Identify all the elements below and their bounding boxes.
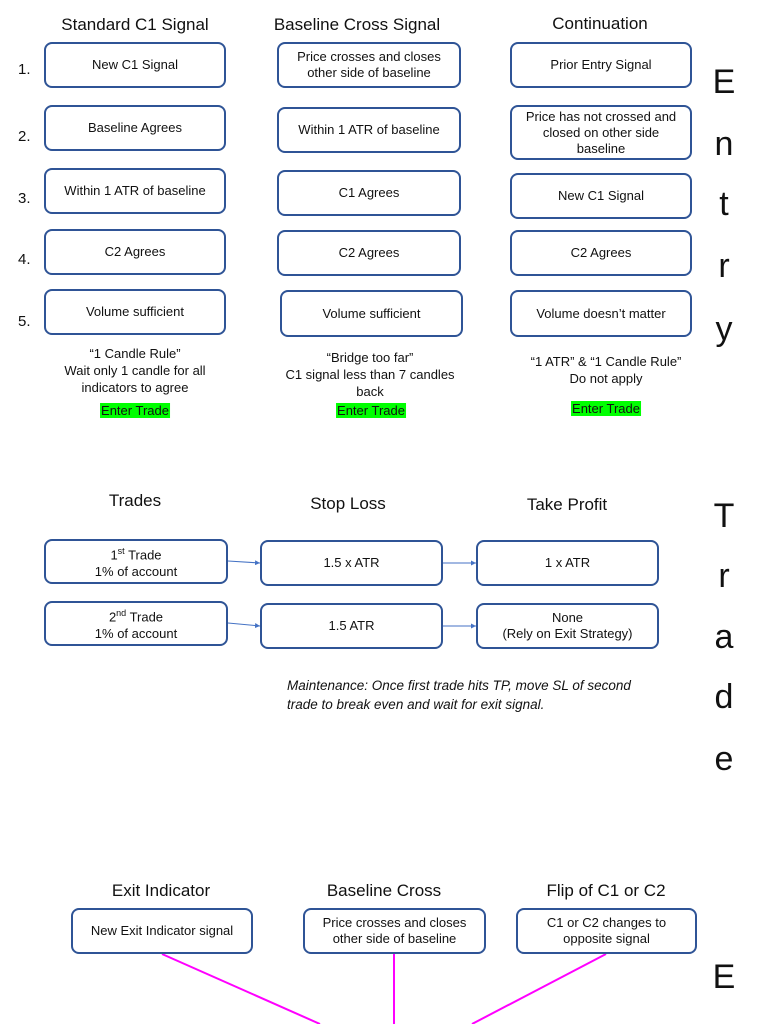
note-line: “1 ATR” & “1 Candle Rule” bbox=[530, 354, 682, 369]
step-number-2: 2. bbox=[18, 128, 31, 145]
entry-side-letter-e: E bbox=[712, 63, 736, 101]
note-line: “1 Candle Rule” bbox=[89, 346, 181, 361]
exit-header-baseline-cross: Baseline Cross bbox=[326, 881, 442, 900]
box-label: Prior Entry Signal bbox=[550, 57, 652, 72]
trade-number: 2 bbox=[108, 609, 117, 625]
trade-ordinal-suffix: nd bbox=[116, 608, 127, 619]
box-label: Baseline Agrees bbox=[88, 120, 182, 135]
box-label-line: baseline bbox=[576, 140, 626, 156]
exit-indicator-box bbox=[71, 908, 253, 954]
exit-baseline-cross-box bbox=[303, 908, 486, 954]
trade-side-letter-r: r bbox=[718, 557, 730, 595]
box-label: Volume sufficient bbox=[322, 305, 421, 321]
entry-header-standard-c1: Standard C1 Signal bbox=[61, 15, 209, 34]
box-label: Volume sufficient bbox=[85, 304, 185, 319]
exit-line-right bbox=[472, 954, 606, 1024]
step-number-3: 3. bbox=[18, 190, 31, 207]
maintenance-line: Maintenance: Once first trade hits TP, move SL of second bbox=[287, 678, 631, 693]
entry-side-letter-r: r bbox=[718, 247, 730, 285]
trade-side-letter-a: a bbox=[714, 618, 734, 656]
entry-side-letter-n: n bbox=[714, 125, 734, 163]
box-label-line: None bbox=[551, 610, 584, 625]
exit-line-left bbox=[162, 954, 320, 1024]
box-label: C1 Agrees bbox=[338, 185, 400, 200]
trade-risk: 1% of account bbox=[94, 563, 178, 579]
box-label-line: (Rely on Exit Strategy) bbox=[502, 626, 633, 641]
box-label: New C1 Signal bbox=[92, 57, 178, 72]
note-line: Wait only 1 candle for all bbox=[64, 363, 206, 378]
step-number-1: 1. bbox=[18, 61, 31, 78]
box-label: Within 1 ATR of baseline bbox=[298, 122, 440, 137]
trade-word: Trade bbox=[124, 547, 162, 563]
baseline-enter-trade-badge: Enter Trade bbox=[337, 403, 405, 418]
box-label: Volume doesn’t matter bbox=[536, 305, 666, 321]
trade-word: Trade bbox=[126, 609, 164, 625]
box-label: 1 x ATR bbox=[544, 555, 591, 570]
trade-side-letter-d: d bbox=[714, 678, 734, 716]
box-label-line: Price has not crossed and bbox=[525, 108, 677, 124]
trade-ordinal-suffix: st bbox=[117, 546, 125, 557]
note-line: C1 signal less than 7 candles bbox=[285, 367, 455, 382]
box-label-line: Price crosses and closes bbox=[297, 49, 441, 64]
box-label-line: Price crosses and closes bbox=[322, 915, 467, 930]
box-label-line: opposite signal bbox=[563, 931, 650, 946]
entry-side-letter-t: t bbox=[719, 185, 729, 223]
note-line: Do not apply bbox=[569, 371, 643, 386]
box-label-line: other side of baseline bbox=[332, 931, 457, 946]
note-line: back bbox=[356, 384, 384, 399]
exit-header-exit-indicator: Exit Indicator bbox=[111, 881, 211, 900]
note-line: indicators to agree bbox=[81, 380, 189, 395]
box-label: C2 Agrees bbox=[104, 244, 166, 259]
trade-side-letter-e: e bbox=[714, 740, 734, 778]
trade-number: 1 bbox=[110, 547, 118, 563]
box-label: New Exit Indicator signal bbox=[90, 923, 234, 938]
trade-header-take-profit: Take Profit bbox=[526, 495, 608, 514]
entry-header-continuation: Continuation bbox=[552, 14, 648, 33]
exit-header-flip-c1-c2: Flip of C1 or C2 bbox=[546, 881, 666, 900]
box-label: C2 Agrees bbox=[338, 245, 400, 260]
entry-side-letter-y: y bbox=[715, 310, 733, 348]
trade-header-trades: Trades bbox=[108, 491, 162, 510]
maintenance-line: trade to break even and wait for exit signal. bbox=[287, 697, 545, 712]
box-label-line: C1 or C2 changes to bbox=[546, 915, 667, 930]
box-label: 1.5 ATR bbox=[328, 618, 375, 633]
cont-enter-trade-badge: Enter Trade bbox=[572, 401, 640, 416]
exit-side-letter-e: E bbox=[712, 958, 736, 996]
box-label-line: closed on other side bbox=[542, 124, 660, 140]
c1-enter-trade-badge: Enter Trade bbox=[101, 403, 169, 418]
note-line: “Bridge too far” bbox=[326, 350, 414, 365]
step-number-4: 4. bbox=[18, 251, 31, 268]
step-number-5: 5. bbox=[18, 313, 31, 330]
trade-header-stop-loss: Stop Loss bbox=[310, 494, 386, 513]
box-label: New C1 Signal bbox=[558, 188, 644, 203]
entry-header-baseline-cross: Baseline Cross Signal bbox=[273, 15, 441, 34]
box-label: C2 Agrees bbox=[570, 245, 632, 260]
box-label: Within 1 ATR of baseline bbox=[64, 183, 206, 198]
trade-side-letter-t: T bbox=[713, 497, 735, 535]
trade-risk: 1% of account bbox=[94, 625, 178, 641]
box-label-line: other side of baseline bbox=[307, 65, 431, 80]
box-label: 1.5 x ATR bbox=[323, 555, 380, 570]
exit-flip-box bbox=[516, 908, 697, 954]
